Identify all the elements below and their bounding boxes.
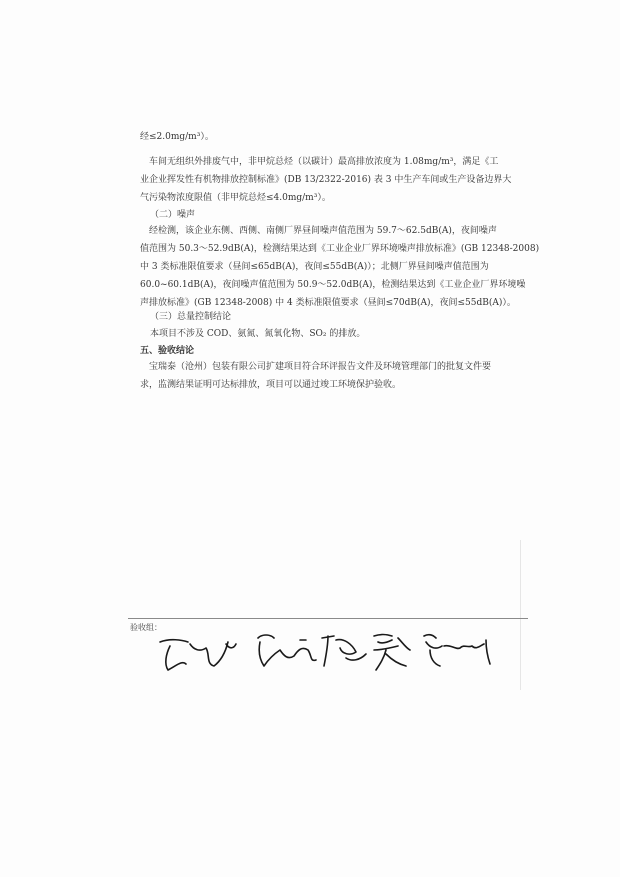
text-line: 宝瑞泰（沧州）包装有限公司扩建项目符合环评报告文件及环境管理部门的批复文件要 — [149, 362, 492, 372]
scan-artifact-line — [520, 540, 521, 690]
section-heading-conclusion: 五、验收结论 — [140, 346, 195, 356]
signature-1 — [160, 640, 236, 670]
section-heading-total-control: （三）总量控制结论 — [150, 312, 232, 322]
continued-line — [140, 128, 498, 146]
text-line: 经≤2.0mg/m³）。 — [140, 132, 214, 142]
signature-divider — [128, 618, 528, 619]
signature-5 — [424, 635, 490, 666]
text-line: 值范围为 50.3～52.9dB(A)，检测结果达到《工业企业厂界环境噪声排放标准》(GB 12348-2008) — [140, 244, 540, 254]
text-line: 声排放标准》(GB 12348-2008) 中 4 类标准限值要求（昼间≤70dB(A)，夜间≤55dB(A)）。 — [140, 298, 516, 308]
text-line: 中 3 类标准限值要求（昼间≤65dB(A)，夜间≤55dB(A)）；北侧厂界昼间噪声值范围为 — [140, 262, 489, 272]
text-line: 业企业挥发性有机物排放控制标准》(DB 13/2322-2016) 表 3 中生产车间或生产设备边界大 — [140, 175, 512, 185]
section-heading-noise: （二）噪声 — [150, 210, 196, 220]
text-line: 车间无组织外排废气中，非甲烷总烃（以碳计）最高排放浓度为 1.08mg/m³，满足《工 — [149, 157, 499, 167]
paragraph-noise — [140, 222, 540, 312]
signature-4 — [374, 635, 410, 671]
signature-label: 验收组： — [130, 623, 162, 632]
handwritten-signatures — [130, 620, 500, 680]
text-line: 60.0~60.1dB(A)，夜间噪声值范围为 50.9～52.0dB(A)，检测结果达到《工业企业厂界环境噪 — [140, 280, 526, 290]
paragraph-conclusion — [140, 358, 498, 394]
text-line: 气污染物浓度限值（非甲烷总烃≤4.0mg/m³）。 — [140, 193, 331, 203]
signature-2 — [258, 635, 316, 666]
paragraph-voc — [140, 153, 512, 207]
signature-3 — [322, 636, 366, 666]
paragraph-emissions: 本项目不涉及 COD、氨氮、氮氧化物、SO₂ 的排放。 — [150, 329, 366, 339]
text-line: 求，监测结果证明可达标排放，项目可以通过竣工环境保护验收。 — [140, 380, 402, 390]
text-line: 经检测，该企业东侧、西侧、南侧厂界昼间噪声值范围为 59.7～62.5dB(A)，夜间噪声 — [149, 226, 497, 236]
